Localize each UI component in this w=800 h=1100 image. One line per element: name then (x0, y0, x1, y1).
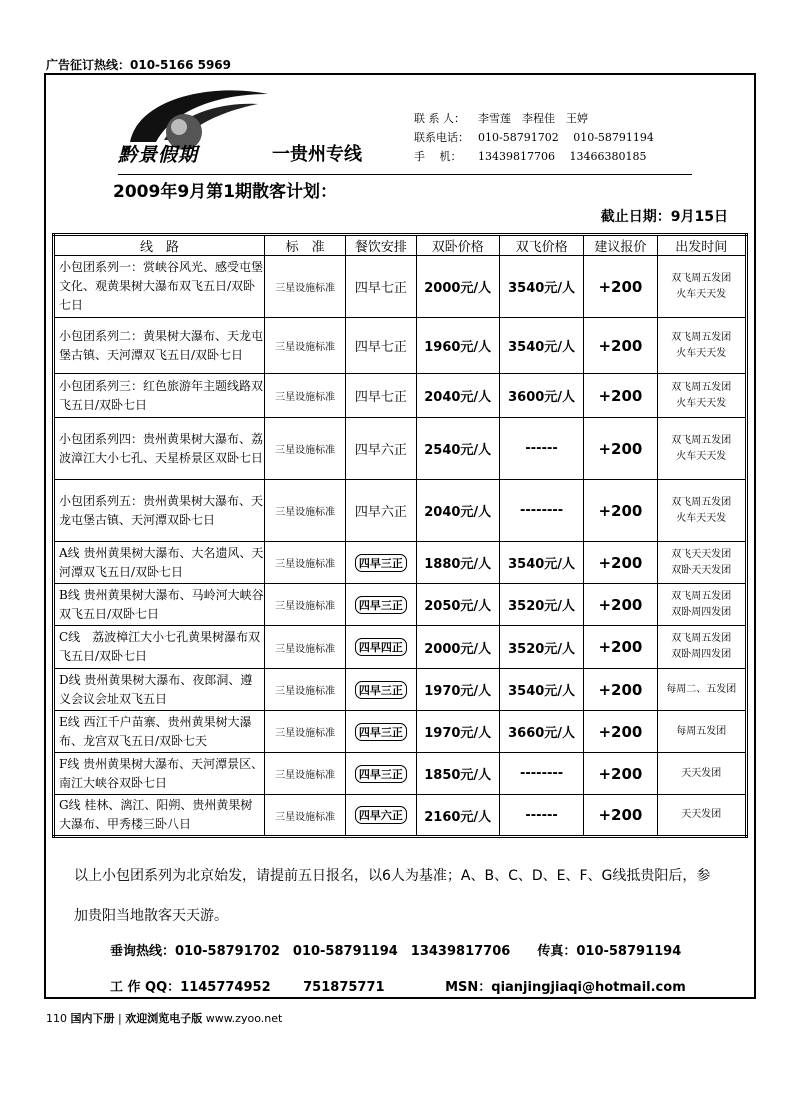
sleeper-price-cell: 2160元/人 (416, 795, 499, 837)
sleeper-price-cell: 1960元/人 (416, 318, 499, 374)
route-cell: F线 贵州黄果树大瀑布、天河潭景区、南江大峡谷双卧七日 (54, 753, 265, 795)
meal-badge: 四早三正 (355, 723, 407, 741)
meal-badge: 四早三正 (355, 596, 407, 614)
departure-line: 双飞周五发团 (671, 331, 732, 343)
table-row (54, 480, 747, 542)
contact-block (414, 109, 654, 166)
fax-number: 传真：010-58791194 (537, 944, 682, 959)
msn-contact: MSN：qianjingjiaqi@hotmail.com (445, 980, 686, 995)
table-row (54, 542, 747, 584)
sleeper-price-cell: 2000元/人 (416, 256, 499, 318)
header-flight-price: 双飞价格 (499, 235, 583, 256)
standard-cell: 三星设施标准 (264, 480, 345, 542)
header-standard: 标 准 (264, 235, 345, 256)
departure-cell (657, 542, 746, 584)
departure-line: 每周五发团 (676, 725, 727, 737)
contact-value: 李雪莲 李程佳 王婷 (478, 112, 588, 125)
departure-line: 火车天天发 (676, 450, 727, 462)
departure-cell (657, 318, 746, 374)
meal-cell: 四早七正 (346, 318, 416, 374)
contact-label: 联 系 人： (414, 112, 465, 125)
departure-cell (657, 753, 746, 795)
header-departure: 出发时间 (657, 235, 746, 256)
table-row (54, 318, 747, 374)
meal-cell: 四早七正 (346, 374, 416, 418)
departure-line: 双飞周五发团 (671, 496, 732, 508)
meal-cell (346, 669, 416, 711)
departure-line: 双飞周五发团 (671, 272, 732, 284)
suggested-price-cell: +200 (584, 256, 657, 318)
meal-cell (346, 711, 416, 753)
suggested-price-cell: +200 (584, 480, 657, 542)
flight-price-cell: 3660元/人 (499, 711, 583, 753)
table-row (54, 795, 747, 837)
meal-cell (346, 584, 416, 626)
suggested-price-cell: +200 (584, 626, 657, 669)
meal-cell (346, 795, 416, 837)
route-cell: D线 贵州黄果树大瀑布、夜郎洞、遵义会议会址双飞五日 (54, 669, 265, 711)
flight-price-cell: 3600元/人 (499, 374, 583, 418)
meal-cell (346, 626, 416, 669)
meal-badge: 四早三正 (355, 554, 407, 572)
standard-cell: 三星设施标准 (264, 418, 345, 480)
table-row (54, 256, 747, 318)
route-cell: C线 荔波樟江大小七孔黄果树瀑布双飞五日/双卧七日 (54, 626, 265, 669)
contact-value: 13439817706 13466380185 (478, 150, 647, 163)
table-header-row (54, 235, 747, 256)
sleeper-price-cell: 2050元/人 (416, 584, 499, 626)
standard-cell: 三星设施标准 (264, 374, 345, 418)
suggested-price-cell: +200 (584, 584, 657, 626)
meal-cell: 四早六正 (346, 418, 416, 480)
page-number: 110 (46, 1012, 67, 1025)
suggested-price-cell: +200 (584, 795, 657, 837)
flight-price-cell: 3520元/人 (499, 626, 583, 669)
meal-cell: 四早六正 (346, 480, 416, 542)
standard-cell: 三星设施标准 (264, 584, 345, 626)
standard-cell: 三星设施标准 (264, 626, 345, 669)
departure-line: 天天发团 (681, 767, 722, 779)
flight-price-cell: 3540元/人 (499, 542, 583, 584)
departure-line: 双卧天天发团 (671, 564, 732, 576)
brand-name: 黔景假期 (118, 144, 199, 166)
departure-cell (657, 711, 746, 753)
contact-line (414, 147, 654, 166)
flight-price-cell: -------- (499, 480, 583, 542)
booking-notes: 以上小包团系列为北京始发，请提前五日报名，以6人为基准；A、B、C、D、E、F、G线抵贵阳后，参加贵阳当地散客天天游。 (74, 868, 711, 924)
meal-badge: 四早三正 (355, 765, 407, 783)
departure-line: 双飞周五发团 (671, 434, 732, 446)
sleeper-price-cell: 2540元/人 (416, 418, 499, 480)
standard-cell: 三星设施标准 (264, 542, 345, 584)
standard-cell: 三星设施标准 (264, 711, 345, 753)
departure-line: 双飞周五发团 (671, 633, 732, 644)
header-meals: 餐饮安排 (346, 235, 416, 256)
flight-price-cell: ------ (499, 418, 583, 480)
route-cell: 小包团系列二：黄果树大瀑布、天龙屯堡古镇、天河潭双飞五日/双卧七日 (54, 318, 265, 374)
route-cell: 小包团系列四：贵州黄果树大瀑布、荔波漳江大小七孔、天星桥景区双卧七日 (54, 418, 265, 480)
trip-table (52, 233, 748, 838)
plan-title: 2009年9月第1期散客计划： (113, 182, 337, 202)
work-qq: 工 作 QQ：1145774952 (110, 980, 271, 995)
contact-value: 010-58791702 010-58791194 (478, 131, 654, 144)
flight-price-cell: 3540元/人 (499, 318, 583, 374)
departure-line: 天天发团 (681, 809, 722, 820)
sleeper-price-cell: 1970元/人 (416, 711, 499, 753)
deadline: 截止日期：9月15日 (600, 209, 728, 225)
suggested-price-cell: +200 (584, 669, 657, 711)
meal-badge: 四早三正 (355, 681, 407, 699)
suggested-price-cell: +200 (584, 374, 657, 418)
departure-line: 火车天天发 (676, 288, 727, 300)
flight-price-cell: 3520元/人 (499, 584, 583, 626)
meal-cell (346, 542, 416, 584)
route-cell: G线 桂林、漓江、阳朔、贵州黄果树大瀑布、甲秀楼三卧八日 (54, 795, 265, 837)
departure-cell (657, 626, 746, 669)
sleeper-price-cell: 1970元/人 (416, 669, 499, 711)
meal-badge: 四早四正 (355, 638, 407, 656)
suggested-price-cell: +200 (584, 418, 657, 480)
contact-label: 手 机： (414, 150, 462, 163)
standard-cell: 三星设施标准 (264, 256, 345, 318)
standard-cell: 三星设施标准 (264, 669, 345, 711)
departure-cell (657, 669, 746, 711)
departure-line: 火车天天发 (676, 347, 727, 359)
route-cell: 小包团系列一：赏峡谷风光、感受屯堡文化、观黄果树大瀑布双飞五日/双卧七日 (54, 256, 265, 318)
meal-badge: 四早六正 (355, 806, 407, 824)
route-cell: E线 西江千户苗寨、贵州黄果树大瀑布、龙宫双飞五日/双卧七天 (54, 711, 265, 753)
standard-cell: 三星设施标准 (264, 753, 345, 795)
contact-label: 联系电话： (414, 131, 469, 144)
header-route: 线 路 (54, 235, 265, 256)
ad-hotline: 广告征订热线：010-5166 5969 (46, 58, 232, 72)
departure-cell (657, 256, 746, 318)
meal-cell (346, 753, 416, 795)
table-row (54, 374, 747, 418)
departure-cell (657, 584, 746, 626)
departure-line: 双飞周五发团 (671, 381, 732, 393)
header-divider (118, 174, 692, 175)
brand-subtitle: 一贵州专线 (272, 144, 362, 165)
suggested-price-cell: +200 (584, 318, 657, 374)
standard-cell: 三星设施标准 (264, 795, 345, 837)
sleeper-price-cell: 1850元/人 (416, 753, 499, 795)
sleeper-price-cell: 2040元/人 (416, 480, 499, 542)
departure-line: 火车天天发 (676, 397, 727, 409)
route-cell: 小包团系列五：贵州黄果树大瀑布、天龙屯堡古镇、天河潭双卧七日 (54, 480, 265, 542)
flight-price-cell: 3540元/人 (499, 256, 583, 318)
departure-cell (657, 374, 746, 418)
sleeper-price-cell: 2000元/人 (416, 626, 499, 669)
sleeper-price-cell: 1880元/人 (416, 542, 499, 584)
flight-price-cell: ------ (499, 795, 583, 837)
table-row (54, 753, 747, 795)
departure-cell (657, 418, 746, 480)
page-footer: 110 国内下册 | 欢迎浏览电子版 www.zyoo.net (46, 1012, 283, 1025)
suggested-price-cell: +200 (584, 711, 657, 753)
inquiry-line (110, 940, 681, 959)
meal-cell: 四早七正 (346, 256, 416, 318)
flight-price-cell: -------- (499, 753, 583, 795)
table-row (54, 669, 747, 711)
departure-cell (657, 795, 746, 837)
table-row (54, 418, 747, 480)
work-qq-2: 751875771 (303, 980, 385, 995)
departure-line: 每周二、五发团 (666, 683, 737, 695)
suggested-price-cell: +200 (584, 753, 657, 795)
route-cell: 小包团系列三：红色旅游年主题线路双飞五日/双卧七日 (54, 374, 265, 418)
flight-price-cell: 3540元/人 (499, 669, 583, 711)
sleeper-price-cell: 2040元/人 (416, 374, 499, 418)
contact-line (414, 128, 654, 147)
table-row (54, 711, 747, 753)
departure-line: 双卧周四发团 (671, 606, 732, 618)
departure-line: 双卧周四发团 (671, 649, 732, 660)
departure-cell (657, 480, 746, 542)
table-row (54, 584, 747, 626)
work-contact-line (110, 976, 686, 995)
departure-line: 火车天天发 (676, 512, 727, 524)
inquiry-hotline: 垂询热线：010-58791702 010-58791194 13439817706 (110, 944, 511, 959)
contact-line (414, 109, 654, 128)
footer-url[interactable]: www.zyoo.net (205, 1012, 283, 1025)
route-cell: B线 贵州黄果树大瀑布、马岭河大峡谷双飞五日/双卧七日 (54, 584, 265, 626)
footer-slogan: 欢迎浏览电子版 (125, 1012, 203, 1025)
header-suggested-price: 建议报价 (584, 235, 657, 256)
departure-line: 双飞周五发团 (671, 590, 732, 602)
header-sleeper-price: 双卧价格 (416, 235, 499, 256)
standard-cell: 三星设施标准 (264, 318, 345, 374)
suggested-price-cell: +200 (584, 542, 657, 584)
section-name: 国内下册 (70, 1012, 115, 1025)
route-cell: A线 贵州黄果树大瀑布、大名遗风、天河潭双飞五日/双卧七日 (54, 542, 265, 584)
departure-line: 双飞天天发团 (671, 548, 732, 560)
table-row (54, 626, 747, 669)
